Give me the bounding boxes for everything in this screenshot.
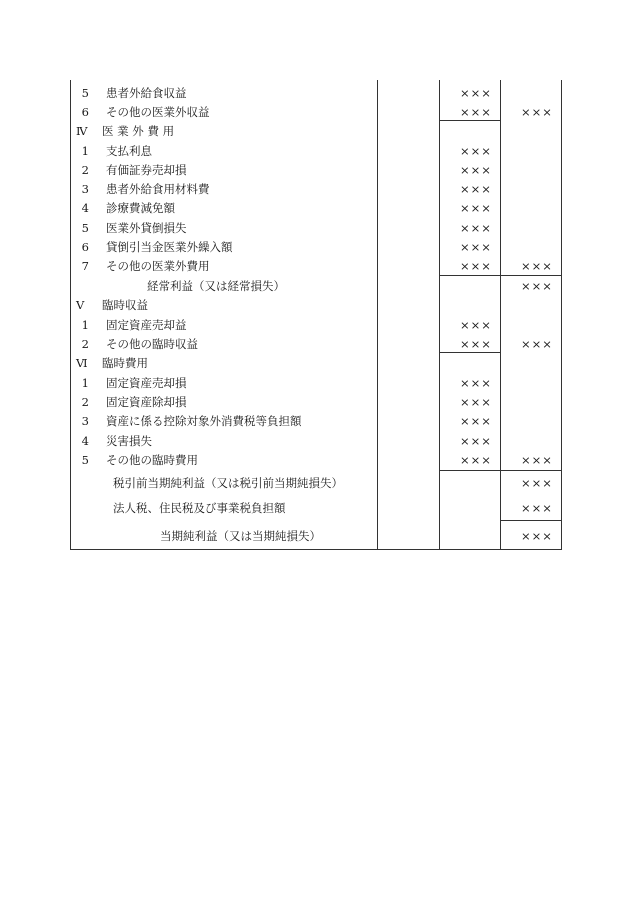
row-rule — [70, 549, 562, 550]
row-label: 患者外給食用材料費 — [106, 182, 210, 196]
column-rule — [561, 80, 562, 550]
row-number: 5 — [81, 453, 89, 467]
sub-amount: ××× — [460, 395, 492, 409]
row-label: 経常利益（又は経常損失） — [147, 279, 285, 293]
row-label: 固定資産売却益 — [106, 318, 187, 332]
row-label: 固定資産売却損 — [106, 376, 187, 390]
row-number: 4 — [81, 201, 89, 215]
row-label: その他の臨時収益 — [106, 337, 198, 351]
row-label: 災害損失 — [106, 434, 152, 448]
sub-amount: ××× — [460, 182, 492, 196]
row-rule — [500, 520, 562, 521]
sub-amount: ××× — [460, 163, 492, 177]
row-label: 診療費減免額 — [106, 201, 175, 215]
row-number: Ⅵ — [76, 356, 88, 370]
row-number: 4 — [81, 434, 89, 448]
sub-amount: ××× — [460, 453, 492, 467]
row-rule — [500, 470, 562, 471]
total-amount: ××× — [521, 105, 553, 119]
total-amount: ××× — [521, 453, 553, 467]
total-amount: ××× — [521, 529, 553, 543]
row-label: その他の医業外収益 — [106, 105, 210, 119]
total-amount: ××× — [521, 259, 553, 273]
column-rule — [377, 80, 378, 550]
row-rule — [500, 275, 562, 276]
row-label: 臨時費用 — [102, 356, 148, 370]
row-number: 2 — [81, 395, 89, 409]
row-number: 6 — [81, 105, 89, 119]
row-rule — [439, 470, 500, 471]
total-amount: ××× — [521, 279, 553, 293]
total-amount: ××× — [521, 501, 553, 515]
column-rule — [500, 80, 501, 550]
row-label: 患者外給食収益 — [106, 86, 187, 100]
row-number: 6 — [81, 240, 89, 254]
total-amount: ××× — [521, 337, 553, 351]
sub-amount: ××× — [460, 201, 492, 215]
sub-amount: ××× — [460, 240, 492, 254]
column-rule — [70, 80, 71, 550]
row-label: 法人税、住民税及び事業税負担額 — [113, 501, 286, 515]
row-label: 有価証券売却損 — [106, 163, 187, 177]
sub-amount: ××× — [460, 376, 492, 390]
sub-amount: ××× — [460, 318, 492, 332]
sub-amount: ××× — [460, 144, 492, 158]
sub-amount: ××× — [460, 86, 492, 100]
row-rule — [439, 120, 500, 121]
row-number: 5 — [81, 86, 89, 100]
row-label: 当期純利益（又は当期純損失） — [160, 529, 321, 543]
row-number: 2 — [81, 163, 89, 177]
row-label: その他の医業外費用 — [106, 259, 210, 273]
row-label: その他の臨時費用 — [106, 453, 198, 467]
row-number: 3 — [81, 182, 89, 196]
sub-amount: ××× — [460, 414, 492, 428]
row-label: 支払利息 — [106, 144, 152, 158]
row-number: 7 — [81, 259, 89, 273]
row-number: 1 — [81, 144, 89, 158]
column-rule — [439, 80, 440, 550]
row-label: 臨時収益 — [102, 298, 148, 312]
row-number: Ⅴ — [76, 298, 85, 312]
row-rule — [439, 275, 500, 276]
sub-amount: ××× — [460, 259, 492, 273]
row-number: Ⅳ — [76, 124, 88, 138]
sub-amount: ××× — [460, 337, 492, 351]
row-number: 1 — [81, 318, 89, 332]
sub-amount: ××× — [460, 434, 492, 448]
row-label: 資産に係る控除対象外消費税等負担額 — [106, 414, 302, 428]
row-label: 医業外貸倒損失 — [106, 221, 187, 235]
row-number: 1 — [81, 376, 89, 390]
sub-amount: ××× — [460, 221, 492, 235]
row-label: 税引前当期純利益（又は税引前当期純損失） — [113, 476, 343, 490]
row-rule — [439, 352, 500, 353]
row-number: 2 — [81, 337, 89, 351]
row-label: 固定資産除却損 — [106, 395, 187, 409]
row-number: 3 — [81, 414, 89, 428]
row-label: 医 業 外 費 用 — [102, 124, 175, 138]
total-amount: ××× — [521, 476, 553, 490]
sub-amount: ××× — [460, 105, 492, 119]
row-label: 貸倒引当金医業外繰入額 — [106, 240, 233, 254]
row-number: 5 — [81, 221, 89, 235]
